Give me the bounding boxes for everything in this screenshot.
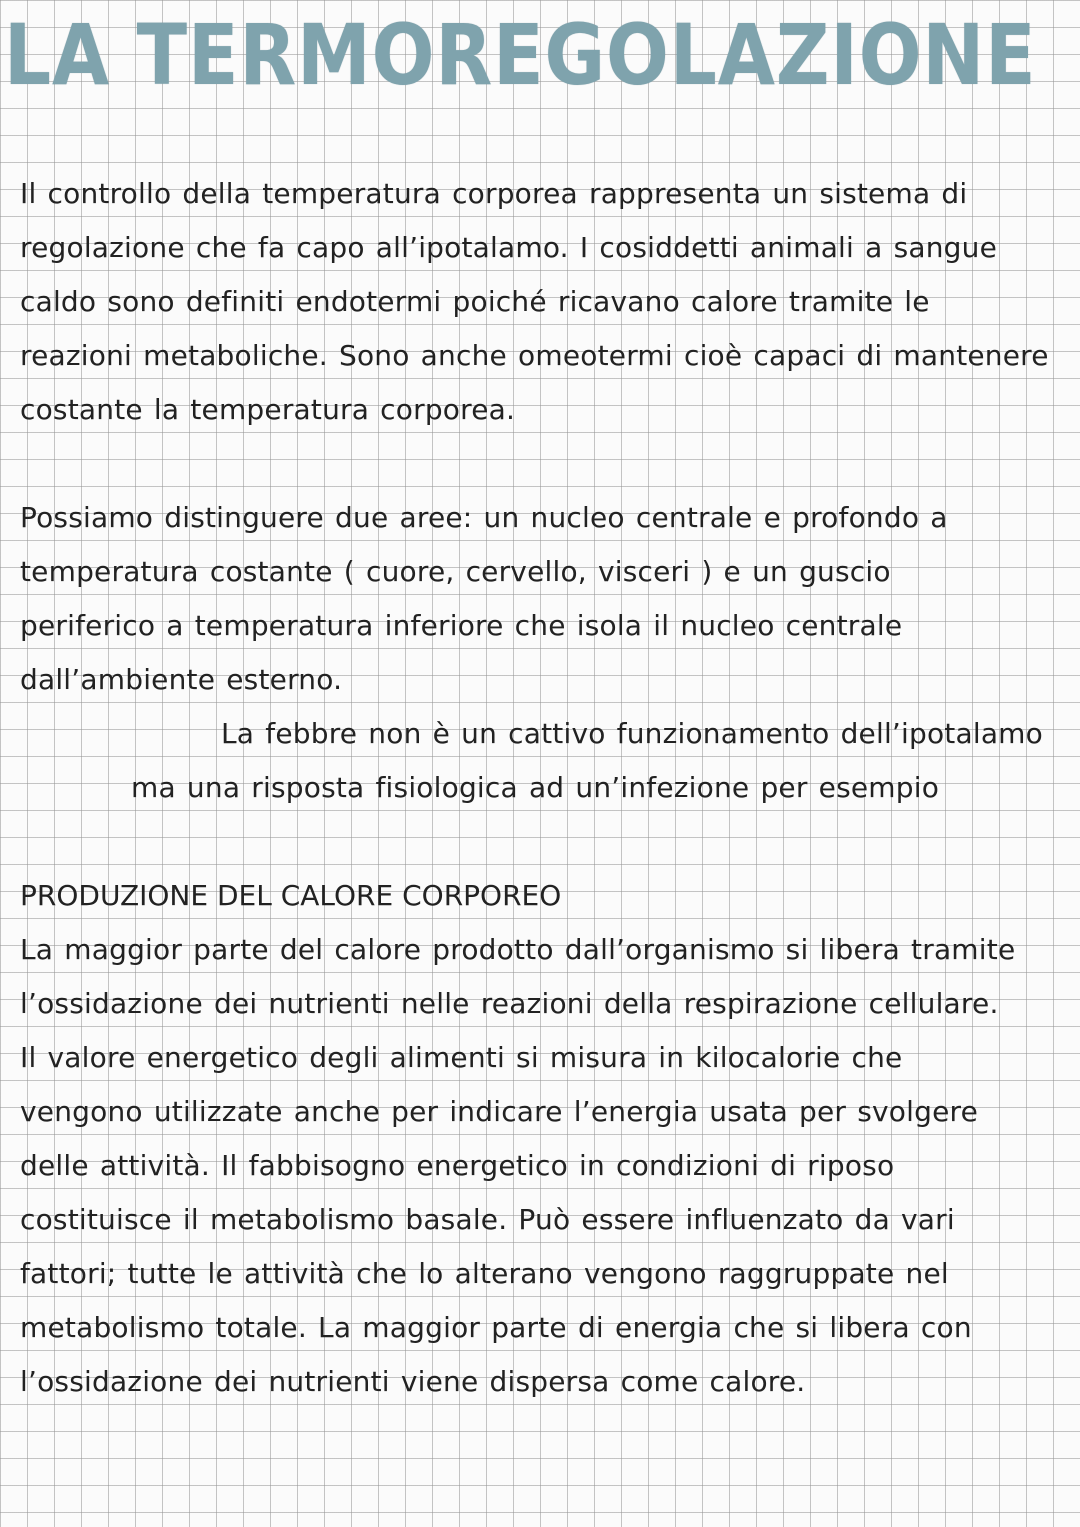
- text-line: Possiamo distinguere due aree: un nucleo centrale e profondo a: [20, 501, 948, 534]
- text-line: l’ossidazione dei nutrienti viene dispersa come calore.: [20, 1365, 806, 1398]
- text-line: delle attività. Il fabbisogno energetico in condizioni di riposo: [20, 1149, 895, 1182]
- paragraph-intro: [20, 167, 1070, 437]
- text-line: costituisce il metabolismo basale. Può essere influenzato da vari: [20, 1203, 955, 1236]
- text-line: temperatura costante ( cuore, cervello, visceri ) e un guscio: [20, 555, 891, 588]
- page-title: LA TERMOREGOLAZIONE: [4, 6, 1037, 104]
- text-line: reazioni metaboliche. Sono anche omeotermi cioè capaci di mantenere: [20, 339, 1049, 372]
- paragraph-heat-production: [20, 923, 1070, 1409]
- fever-note: [20, 707, 1070, 815]
- text-line: La febbre non è un cattivo funzionamento dell’ipotalamo: [221, 717, 1043, 750]
- text-line: Il valore energetico degli alimenti si misura in kilocalorie che: [20, 1041, 903, 1074]
- text-line: costante la temperatura corporea.: [20, 393, 516, 426]
- text-line: vengono utilizzate anche per indicare l’energia usata per svolgere: [20, 1095, 979, 1128]
- text-line: ma una risposta fisiologica ad un’infezione per esempio: [131, 771, 940, 804]
- text-line: fattori; tutte le attività che lo alterano vengono raggruppate nel: [20, 1257, 949, 1290]
- text-line: caldo sono definiti endotermi poiché ricavano calore tramite le: [20, 285, 930, 318]
- text-line: La maggior parte del calore prodotto dall’organismo si libera tramite: [20, 933, 1016, 966]
- section-heading: PRODUZIONE DEL CALORE CORPOREO: [20, 879, 562, 912]
- text-line: regolazione che fa capo all’ipotalamo. I cosiddetti animali a sangue: [20, 231, 998, 264]
- text-line: l’ossidazione dei nutrienti nelle reazioni della respirazione cellulare.: [20, 987, 999, 1020]
- text-line: dall’ambiente esterno.: [20, 663, 343, 696]
- text-line: Il controllo della temperatura corporea rappresenta un sistema di: [20, 177, 968, 210]
- text-line: metabolismo totale. La maggior parte di energia che si libera con: [20, 1311, 972, 1344]
- paragraph-areas: [20, 491, 1070, 707]
- text-line: periferico a temperatura inferiore che isola il nucleo centrale: [20, 609, 903, 642]
